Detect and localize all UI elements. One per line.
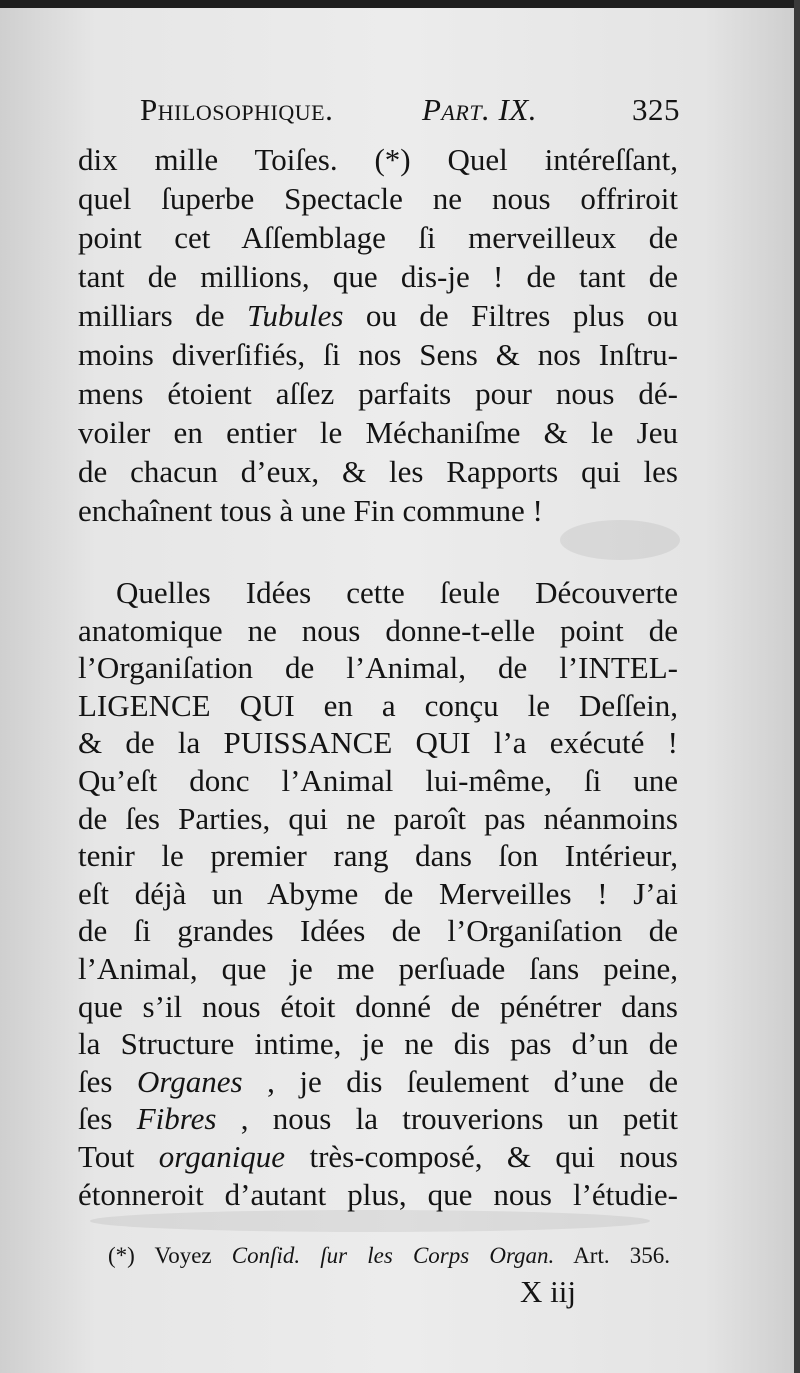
text-line: l’Organiſation de l’Animal, de l’INTEL-	[78, 650, 678, 686]
text-line: eſt déjà un Abyme de Merveilles ! J’ai	[78, 875, 678, 911]
text-line: la Structure intime, je ne dis pas d’un de	[78, 1026, 678, 1062]
text-line: voiler en entier le Méchaniſme & le Jeu	[78, 415, 678, 450]
signature-mark: X iij	[520, 1274, 576, 1309]
text-line: de ſes Parties, qui ne paroît pas néanmoins	[78, 800, 678, 836]
text-line: tant de millions, que dis-je ! de tant de	[78, 259, 678, 294]
text-line: l’Animal, que je me perſuade ſans peine,	[78, 951, 678, 986]
header-title: Philosophique.	[140, 92, 334, 127]
footnote: (*) Voyez Conſid. ſur les Corps Organ. Art. 356.	[108, 1243, 670, 1268]
text-line: Tout organique très-composé, & qui nous	[78, 1139, 678, 1174]
text-line: ſes Fibres , nous la trouverions un petit	[78, 1101, 679, 1137]
text-line: tenir le premier rang dans ſon Intérieur,	[78, 838, 678, 874]
text-line: moins diverſifiés, ſi nos Sens & nos Inſtru-	[78, 337, 678, 372]
text-line: de chacun d’eux, & les Rapports qui les	[78, 454, 678, 489]
text-line: dix mille Toiſes. (*) Quel intéreſſant,	[78, 142, 678, 177]
running-header	[140, 92, 680, 136]
text-line: point cet Aſſemblage ſi merveilleux de	[78, 220, 678, 255]
text-line: que s’il nous étoit donné de pénétrer dans	[78, 988, 678, 1024]
text-line: étonneroit d’autant plus, que nous l’étudie-	[78, 1176, 678, 1212]
text-line: enchaînent tous à une Fin commune !	[78, 493, 543, 528]
page-right-edge	[794, 0, 800, 1373]
header-part: Part. IX.	[422, 92, 538, 127]
text-line: milliars de Tubules ou de Filtres plus ou	[78, 298, 678, 333]
text-line: Qu’eſt donc l’Animal lui-même, ſi une	[78, 763, 678, 798]
text-line: ſes Organes , je dis ſeulement d’une de	[78, 1063, 679, 1099]
text-line: Quelles Idées cette ſeule Découverte	[116, 575, 678, 610]
text-line: de ſi grandes Idées de l’Organiſation de	[78, 913, 678, 949]
text-line: LIGENCE QUI en a conçu le Deſſein,	[78, 687, 678, 723]
page-top-edge	[0, 0, 800, 8]
text-line: quel ſuperbe Spectacle ne nous offriroit	[78, 181, 678, 216]
page-number: 325	[632, 92, 680, 127]
paper-smudge	[560, 520, 680, 560]
text-line: mens étoient aſſez parfaits pour nous dé-	[78, 376, 678, 411]
text-line: & de la PUISSANCE QUI l’a exécuté !	[78, 725, 678, 761]
text-line: anatomique ne nous donne-t-elle point de	[78, 612, 678, 648]
